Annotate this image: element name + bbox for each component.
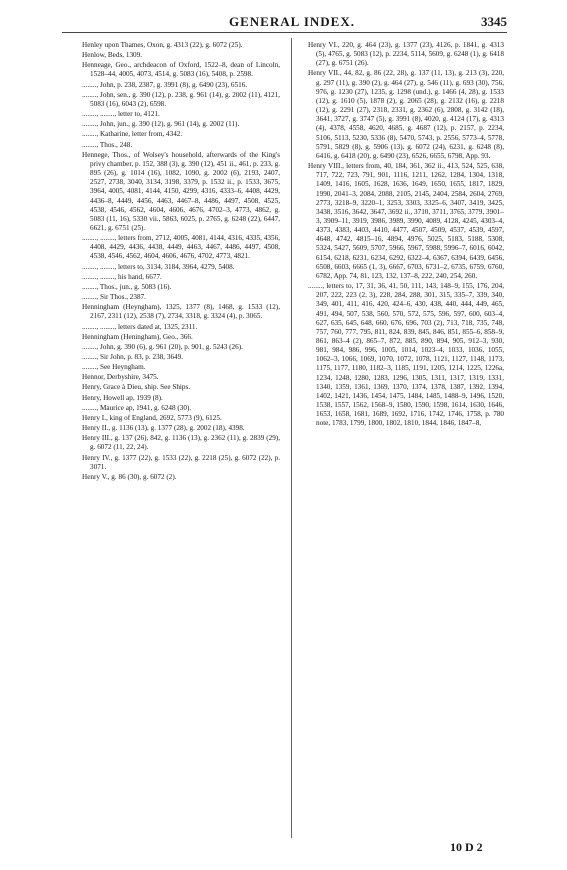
signature-mark: 10 D 2 [450, 840, 483, 854]
index-entry: Henry VI., 220, g. 464 (23), g. 1377 (23), 4126, p. 1841, g. 4313 (5), 4765, g. 5083 (12), p. 2234, 5114, 5609, g. 6248 (1), g. 6418 (27), g. 6751 (26). [308, 41, 504, 68]
index-entry: Henningham (Heningham), Geo., 366. [82, 332, 193, 341]
index-entry: ........, John, g. 390 (6), g. 961 (20), p. 901, g. 5243 (26). [82, 342, 243, 351]
right-column [308, 41, 504, 430]
index-entry: ........, See Heyngham. [82, 363, 146, 372]
index-entry: ........, ........, letters to, 3134, 3184, 3964, 4279, 5408. [82, 262, 235, 271]
index-entry: Henley upon Thames, Oxon, g. 4313 (22), g. 6072 (25). [82, 41, 243, 49]
index-entry: ........, John, sen., g. 390 (12), p. 238, g. 961 (14), g. 2002 (11), 4121, 5083 (16), 6043 (2), 6598. [82, 90, 280, 108]
index-entry: ........, Maurice ap, 1941, g. 6248 (30). [82, 403, 192, 412]
index-entry: ........, Thos., 248. [82, 140, 133, 149]
index-entry: ........, John, jun., g. 390 (12), g. 961 (14), g. 2002 (11). [82, 120, 240, 129]
header-rule [62, 32, 507, 33]
index-entry: ........, ........, letters from, 2712, 4005, 4081, 4144, 4316, 4335, 4356, 4408, 4429, 4436, 4438, 4449, 4463, 4467, 4486, 4497, 4508, 4538, 4546, 4562, 4604, 4606, 4676, 4702, 4773, 4821. [82, 234, 280, 261]
index-entry: ........, Sir John, p. 83, p. 238, 3649. [82, 353, 184, 361]
index-entry: ........, Sir Thos., 2387. [82, 293, 146, 302]
index-entry: Henry III., g. 137 (26), 842, g. 1136 (13), g. 2362 (11), g. 2839 (29), g. 6072 (11, 22, 24). [82, 434, 280, 452]
index-entry: Henlow, Beds, 1309. [82, 51, 143, 60]
index-entry: Henry IV., g. 1377 (22), g. 1533 (22), g. 2218 (25), g. 6072 (22), p. 3071. [82, 453, 280, 471]
index-entry: ........, ........, letters dated at, 1325, 2311. [82, 322, 198, 331]
running-title: GENERAL INDEX. [229, 14, 355, 29]
index-entry: Henry VIII., letters from, 40, 184, 361, 362 ii., 413, 524, 525, 638, 717, 722, 723, 791, 901, 1116, 1211, 1262, 1284, 1304, 1318, 1409, 1416, 1605, 1628, 1636, 1649, 1650, 1655, 1817, 1829, 1990, 2041–3, 2084, 2088, 2105, 2145, 2404, 2584, 2604, 2769, 2773, 3218–9, 3220–1, 3253, 3303, 3325–6, 3407, 3419, 3425, 3438, 3516, 3642, 3647, 3692 ii., 3710, 3711, 3765, 3779, 3901–3, 3909–11, 3919, 3986, 3989, 3990, 4089, 4128, 4245, 4303–4, 4373, 4383, 4403, 4410, 4477, 4507, 4509, 4537, 4539, 4597, 4648, 4742, 4815–16, 4894, 4976, 5025, 5183, 5188, 5308, 5324, 5427, 5609, 5707, 5966, 5967, 5988, 5996–7, 6016, 6042, 6154, 6218, 6231, 6234, 6292, 6322–4, 6367, 6394, 6439, 6456, 6508, 6603, 6665 (1, 3), 6667, 6703, 6731–2, 6735, 6759, 6760, 6782, App. 74, 81, 123, 132, 137–8, 222, 240, 254, 260. [308, 162, 504, 280]
index-entry: ........, ........, letter to, 4121. [82, 110, 160, 119]
column-divider [291, 38, 292, 838]
index-entry: Hennor, Derbyshire, 3475. [82, 373, 159, 382]
index-entry: Henry II., g. 1136 (13), g. 1377 (28), g. 2002 (18), 4398. [82, 424, 245, 433]
index-entry: Henningham (Heyngham), 1325, 1377 (8), 1468, g. 1533 (12), 2167, 2311 (12), 2538 (7), 2734, 3318, g. 3324 (4), p. 3065. [82, 303, 280, 321]
index-entry: ........, Katharine, letter from, 4342. [82, 130, 183, 139]
index-entry: Hennege, Thos., of Wolsey's household, afterwards of the King's privy chamber, p. 152, 388 (3), g. 390 (12), 451 ii., 461, p. 233, g. 895 (26), g. 1014 (16), 1082, 1090, g. 2002 (6), 2193, 2407, 2527, 2738, 3040, 3134, 3198, 3379, p. 1532 ii., p. 1533, 3675, 3964, 4005, 4081, 4144, 4150, 4299, 4316, 4333–6, 4408, 4429, 4436–8, 4449, 4456, 4463, 4467–8, 4486, 4497, 4508, 4525, 4538, 4546, 4562, 4604, 4606, 4676, 4702–3, 4773, 4862, g. 5083 (11, 16), 5330 vii., 5863, 6025, p. 2765, g. 6248 (22), 6447, 6621, g. 6751 (25). [82, 150, 280, 232]
index-entry: Henry V., g. 86 (30), g. 6072 (2). [82, 472, 177, 481]
index-entry: ........, John, p. 238, 2387, g. 3991 (8), g. 6490 (23), 6516. [82, 80, 248, 89]
index-entry: Henry I., king of England, 2692, 5773 (9), 6125. [82, 413, 222, 422]
index-entry: Henneage, Geo., archdeacon of Oxford, 1522–8, dean of Lincoln, 1528–44, 4005, 4073, 4514, g. 5083 (16), 5408, p. 2598. [82, 61, 280, 79]
index-entry: Henry, Howell ap, 1939 (8). [82, 393, 163, 402]
index-entry: Henry VII., 44, 82, g. 86 (22, 28), g. 137 (11, 13), g. 213 (3), 220, g. 297 (11), g. 390 (2), g. 464 (27), g. 546 (11), g. 693 (30), 756, 976, g. 1230 (27), 1235, g. 1298 (und.), g. 1466 (4, 28), g. 1533 (12), g. 1610 (5), 1878 (2), g. 2065 (28), g. 2132 (16), g. 2218 (12), g. 2291 (27), 2318, 2331, g. 2362 (6), 2808, g. 3142 (18), 3641, 3727, g. 3747 (5), g. 3991 (8), 4020, g. 4124 (17), g. 4313 (4), 4378, 4558, 4620, 4685, g. 4687 (12), p. 2157, p. 2234, 5106, 5113, 5230, 5336 (8), 5470, 5743, p. 2556, 5773–4, 5778, 5791, 5829 (8), g. 5906 (13), g. 6072 (24), 6231, g. 6248 (8), 6416, g. 6418 (20), g. 6490 (23), 6526, 6655, 6798, App. 93. [308, 69, 504, 160]
index-entry: ........, Thos., jun., g. 5083 (16). [82, 282, 172, 291]
index-entry: ........, letters to, 17, 31, 36, 41, 50, 111, 143, 148–9, 155, 176, 204, 207, 222, 223 (2, 3), 228, 284, 288, 301, 315, 335–7, 339, 340, 349, 401, 411, 416, 420, 424–6, 430, 438, 440, 444, 449, 465, 491, 494, 507, 538, 560, 570, 572, 575, 596, 597, 600, 603–4, 627, 635, 645, 648, 660, 676, 696, 703 (2), 713, 718, 735, 748, 757, 760, 777, 795, 811, 824, 839, 845, 846, 851, 855–6, 858–9, 861, 863–4 (2), 865–7, 872, 885, 890, 894, 905, 912–3, 930, 981, 984, 986, 996, 1005, 1014, 1023–4, 1033, 1036, 1055, 1062–3, 1066, 1069, 1070, 1072, 1078, 1121, 1127, 1148, 1173, 1175, 1177, 1180, 1182–3, 1185, 1191, 1205, 1214, 1225, 1226a, 1234, 1248, 1280, 1283, 1296, 1305, 1311, 1317, 1319, 1331, 1340, 1359, 1361, 1369, 1370, 1374, 1378, 1387, 1392, 1394, 1402, 1421, 1436, 1454, 1475, 1484, 1485, 1488–9, 1496, 1520, 1538, 1557, 1562, 1568–9, 1580, 1590, 1598, 1614, 1630, 1646, 1653, 1658, 1681, 1689, 1692, 1716, 1742, 1746, 1758, p. 780 note, 1783, 1799, 1800, 1802, 1810, 1844, 1846, 1847–8, [308, 282, 504, 428]
page-number: 3345 [481, 14, 507, 29]
index-entry: Henry, Grace à Dieu, ship. See Ships. [82, 383, 191, 392]
index-entry: ........, ........, his hand, 6677. [82, 272, 162, 281]
left-column [82, 41, 280, 483]
